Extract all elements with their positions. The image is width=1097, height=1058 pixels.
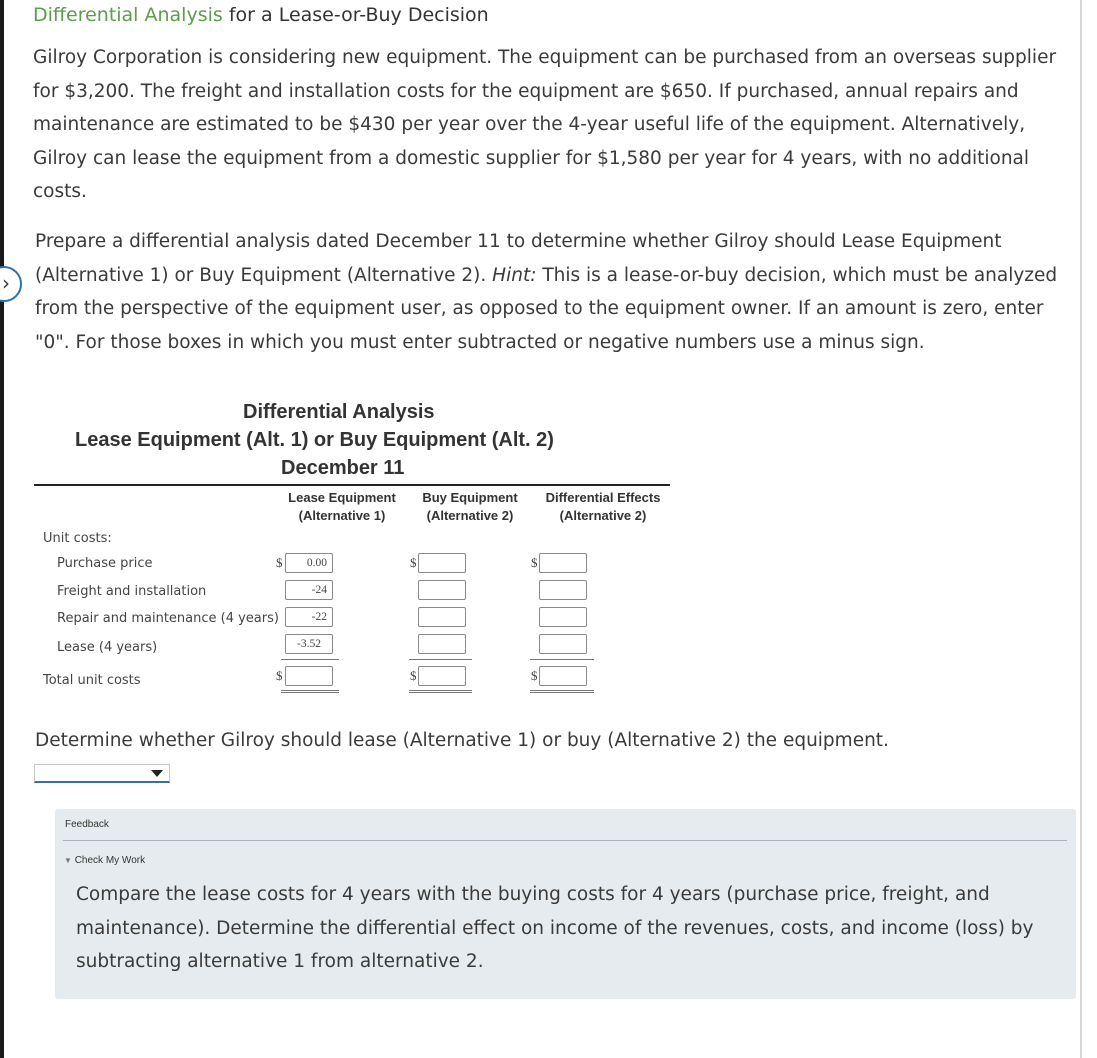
currency-symbol: $ — [531, 668, 538, 683]
hint-label: Hint: — [492, 264, 537, 286]
analysis-subtitle: Lease Equipment (Alt. 1) or Buy Equipment (Alt. 2) — [75, 429, 554, 451]
input-buy-total[interactable] — [418, 666, 466, 686]
double-underline — [281, 690, 339, 693]
currency-symbol: $ — [531, 555, 538, 570]
sum-line — [530, 659, 594, 660]
expand-toggle-button[interactable] — [0, 266, 22, 302]
column-header-lease-name: Lease Equipment — [288, 490, 396, 505]
input-lease-repair[interactable]: -22 — [285, 607, 333, 627]
input-buy-repair[interactable] — [418, 607, 466, 627]
column-header-buy — [412, 489, 528, 525]
analysis-title: Differential Analysis — [243, 401, 435, 423]
input-lease-freight[interactable]: -24 — [285, 580, 333, 600]
input-lease-purchase-price[interactable]: 0.00 — [285, 553, 333, 573]
feedback-text: Compare the lease costs for 4 years with the buying costs for 4 years (purchase price, freight, and maintenance). Determine the differential effect on income of the revenues, costs, and income (loss) by subtracting alternative 1 from alternative 2. — [76, 884, 1034, 972]
row-label-freight: Freight and installation — [57, 584, 207, 599]
title-text: for a Lease-or-Buy Decision — [228, 4, 489, 26]
input-buy-purchase-price[interactable] — [418, 553, 466, 573]
column-header-buy-alt: (Alternative 2) — [426, 508, 514, 523]
table-header-rule — [34, 484, 670, 486]
feedback-title: Feedback — [65, 819, 109, 830]
feedback-divider — [63, 840, 1067, 841]
double-underline — [530, 690, 594, 693]
instructions-paragraph — [35, 225, 1075, 359]
column-header-differential — [533, 489, 673, 525]
instructions-part2: This is a lease-or-buy decision, which must be analyzed from the perspective of the equipment user, as opposed to the equipment owner. If an amount is zero, enter "0". For those boxes in which you must enter subtracted or negative numbers use a minus sign. — [35, 264, 1058, 353]
decision-question: Determine whether Gilroy should lease (Alternative 1) or buy (Alternative 2) the equipment. — [35, 730, 889, 751]
input-diff-freight[interactable] — [539, 580, 587, 600]
analysis-date: December 11 — [281, 457, 405, 479]
input-diff-lease[interactable] — [539, 634, 587, 654]
column-header-differential-name: Differential Effects — [545, 490, 661, 505]
column-header-lease-alt: (Alternative 1) — [298, 508, 386, 523]
double-underline — [409, 690, 472, 693]
input-diff-total[interactable] — [539, 666, 587, 686]
triangle-down-icon: ▼ — [64, 856, 72, 865]
column-header-buy-name: Buy Equipment — [422, 490, 518, 505]
check-my-work-toggle[interactable] — [64, 855, 145, 866]
sum-line — [409, 659, 472, 660]
column-header-differential-alt: (Alternative 2) — [559, 508, 647, 523]
input-buy-lease[interactable] — [418, 634, 466, 654]
column-header-lease — [280, 489, 404, 525]
currency-symbol: $ — [276, 555, 283, 570]
right-scroll-rule — [1080, 0, 1082, 1058]
row-label-lease: Lease (4 years) — [57, 640, 158, 655]
title-link[interactable]: Differential Analysis — [33, 4, 223, 26]
input-lease-total[interactable] — [285, 666, 333, 686]
input-diff-purchase-price[interactable] — [539, 553, 587, 573]
instructions-part1: Prepare a differential analysis dated December 11 to determine whether Gilroy should Lease Equipment (Alternative 1) or Buy Equipment (Alternative 2). — [35, 231, 1002, 286]
input-lease-lease[interactable]: -3.52 — [285, 634, 333, 654]
currency-symbol: $ — [410, 668, 417, 683]
currency-symbol: $ — [276, 668, 283, 683]
caret-down-icon — [151, 770, 163, 777]
scenario-paragraph: Gilroy Corporation is considering new equipment. The equipment can be purchased from an overseas supplier for $3,200. The freight and installation costs for the equipment are $650. If purchased, annual repairs and maintenance are estimated to be $430 per year over the 4-year useful life of the equipment. Alternatively, Gilroy can lease the equipment from a domestic supplier for $1,580 per year for 4 years, with no additional costs. — [33, 47, 1057, 202]
check-my-work-label: Check My Work — [74, 855, 146, 866]
row-label-purchase-price: Purchase price — [57, 556, 153, 571]
problem-title — [33, 3, 489, 27]
unit-costs-label: Unit costs: — [43, 531, 112, 546]
row-label-repair: Repair and maintenance (4 years) — [57, 611, 279, 626]
left-edge-bar — [0, 0, 4, 1058]
chevron-right-icon: › — [2, 271, 10, 295]
decision-select[interactable] — [34, 764, 170, 783]
feedback-panel — [55, 809, 1076, 999]
input-buy-freight[interactable] — [418, 580, 466, 600]
sum-line — [281, 659, 339, 660]
currency-symbol: $ — [410, 555, 417, 570]
input-diff-repair[interactable] — [539, 607, 587, 627]
total-unit-costs-label: Total unit costs — [43, 673, 141, 688]
